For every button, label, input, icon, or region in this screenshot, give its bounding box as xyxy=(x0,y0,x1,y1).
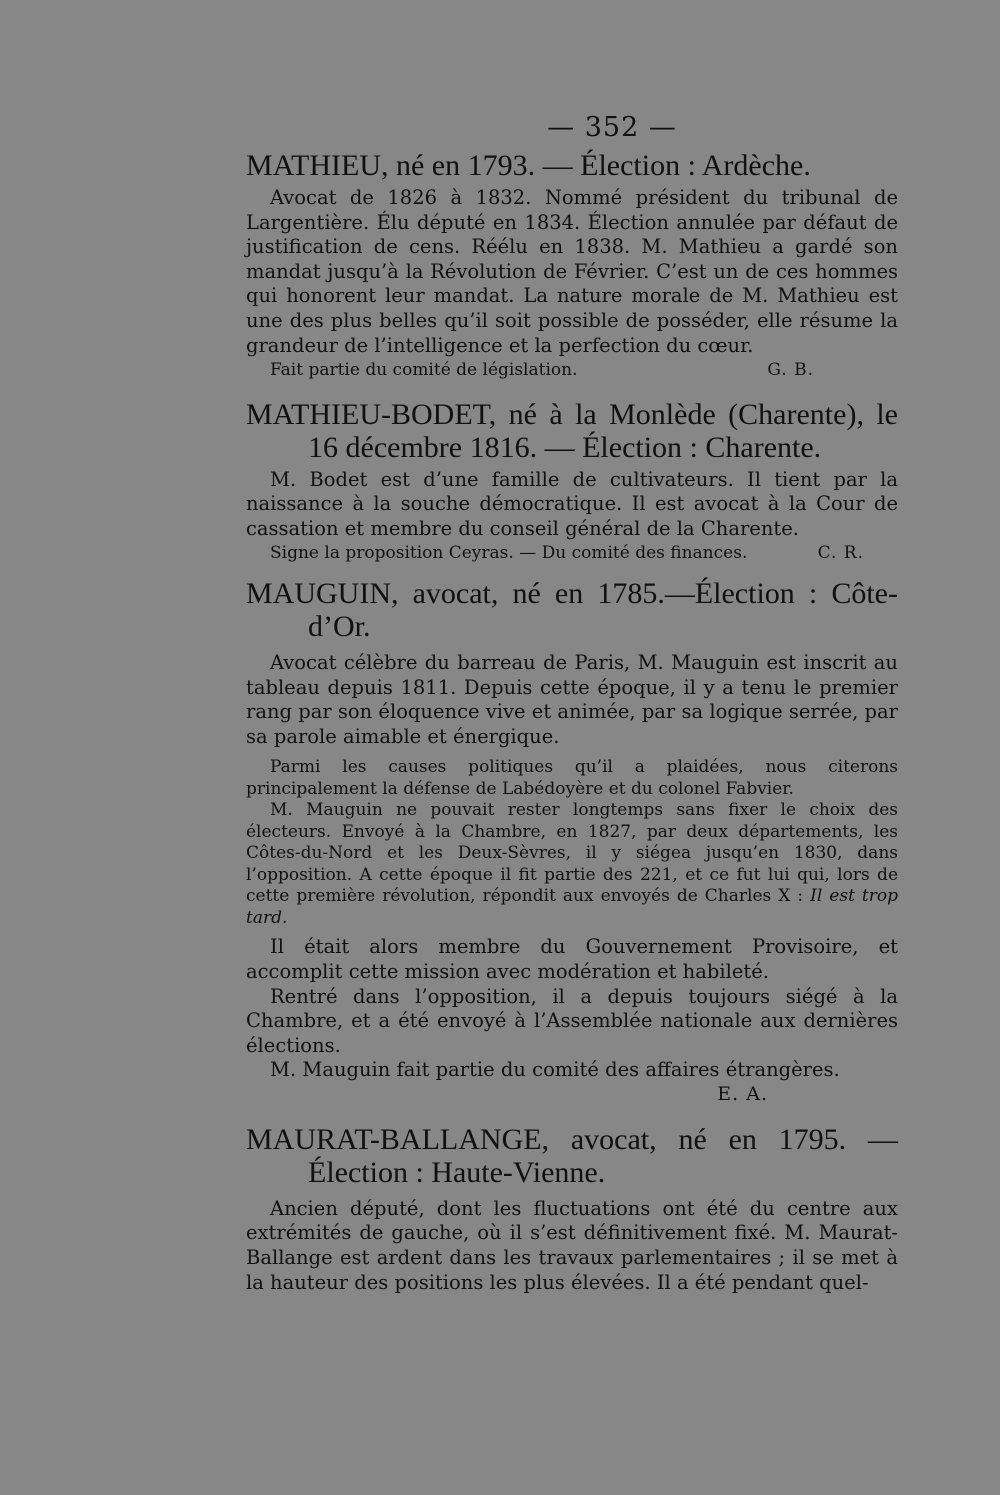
entry-paragraph: M. Mauguin fait partie du comité des affaires étrangères. xyxy=(270,1058,840,1082)
entry-mathieu-bodet xyxy=(246,398,898,565)
page-number: — 352 — xyxy=(547,112,677,143)
entry-mathieu xyxy=(246,149,898,382)
entry-heading: MATHIEU, né en 1793. — Élection : Ardèche. xyxy=(246,149,811,182)
entry-paragraph: Avocat célèbre du barreau de Paris, M. Mauguin est inscrit au tableau depuis 1811. Depuis cette époque, il y a tenu le premier rang par son éloquence vive et animée, par sa logique serrée, par sa parole aimable et énergique. xyxy=(246,650,898,748)
entry-paragraph: M. Bodet est d’une famille de cultivateurs. Il tient par la naissance à la souche démocratique. Il est avocat à la Cour de cassation et membre du conseil général de la Charente. xyxy=(246,467,898,540)
entry-heading: MAUGUIN, avocat, né en 1785.—Élection : Côte-d’Or. xyxy=(246,576,898,643)
entry-signature: E. A. xyxy=(717,1082,768,1105)
entry-paragraph: Rentré dans l’opposition, il a depuis toujours siégé à la Chambre, et a été envoyé à l’Assemblée nationale aux dernières élections. xyxy=(246,984,898,1057)
entry-note: Signe la proposition Ceyras. — Du comité des finances. xyxy=(270,543,748,564)
entry-signature: G. B. xyxy=(767,360,814,381)
entry-paragraph: Il était alors membre du Gouvernement Provisoire, et accomplit cette mission avec modération et habileté. xyxy=(246,935,898,983)
page-body xyxy=(246,112,898,1295)
entry-signature: C. R. xyxy=(817,543,864,564)
entry-note-text: M. Mauguin ne pouvait rester longtemps sans fixer le choix des électeurs. Envoyé à la Chambre, en 1827, par deux départements, les Côtes-du-Nord et les Deux-Sèvres, il y siégea jusqu’en 1830, dans l’opposition. A cette époque il fit partie des 221, et ce fut lui qui, lors de cette première révolution, répondit aux envoyés de Charles X : xyxy=(246,800,898,907)
entry-mauguin xyxy=(246,577,898,1105)
entry-note: Parmi les causes politiques qu’il a plaidées, nous citerons principalement la défense de Labédoyère et du colonel Fabvier. xyxy=(246,757,898,799)
entry-maurat-ballange xyxy=(246,1123,898,1295)
entry-note xyxy=(246,800,898,929)
entry-note: Fait partie du comité de législation. xyxy=(270,360,578,381)
entry-note-quote: Il est trop tard. xyxy=(246,886,898,928)
entry-paragraph: Avocat de 1826 à 1832. Nommé président du tribunal de Largentière. Élu député en 1834. Élection annulée par défaut de justification de cens. Réélu en 1838. M. Mathieu a gardé son mandat jusqu’à la Révolution de Février. C’est un de ces hommes qui honorent leur mandat. La nature morale de M. Mathieu est une des plus belles qu’il soit possible de posséder, elle résume la grandeur de l’intelligence et la perfection du cœur. xyxy=(246,186,898,357)
entry-heading: MAURAT-BALLANGE, avocat, né en 1795. — Élection : Haute-Vienne. xyxy=(246,1122,898,1189)
entry-paragraph: Ancien député, dont les fluctuations ont été du centre aux extrémités de gauche, où il s’est définitivement fixé. M. Maurat-Ballange est ardent dans les travaux parlementaires ; il se met à la hauteur des positions les plus élevées. Il a été pendant quel- xyxy=(246,1196,898,1294)
entry-heading: MATHIEU-BODET, né à la Monlède (Charente), le 16 décembre 1816. — Élection : Charente. xyxy=(246,397,898,464)
